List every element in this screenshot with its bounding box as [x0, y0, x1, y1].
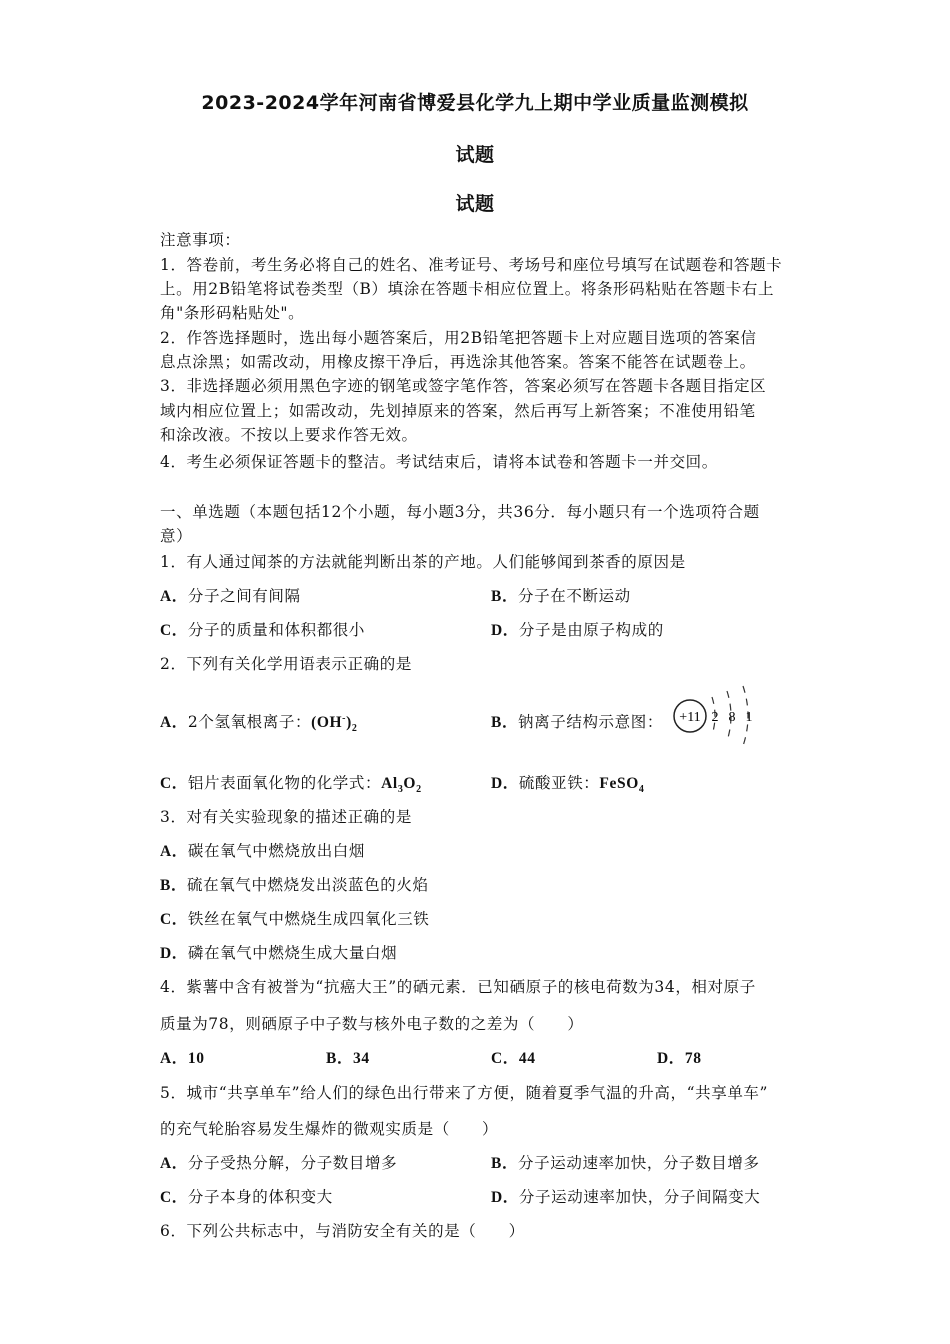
q2-a-formula: $(OH^-)_2$ — [311, 712, 358, 735]
q5-c-label: C． — [160, 1189, 188, 1206]
q5-c-text: 分子本身的体积变大 — [187, 1188, 333, 1206]
q4-b-label: B． — [326, 1050, 354, 1067]
q5-d-label: D． — [491, 1189, 519, 1206]
q2-d-formula: FeSO$_4$ — [599, 775, 645, 796]
notice-line: 2．作答选择题时，选出每小题答案后，用2B铅笔把答题卡上对应题目选项的答案信 — [160, 329, 757, 347]
q5-a-text: 分子受热分解，分子数目增多 — [187, 1154, 398, 1172]
q1-d-label: D． — [491, 622, 519, 639]
q2-option-c — [160, 771, 422, 795]
q1-option-b — [491, 584, 631, 606]
q3-d-text: 磷在氧气中燃烧生成大量白烟 — [187, 944, 398, 962]
question-5-stem-cont: 的充气轮胎容易发生爆炸的微观实质是（ ） — [160, 1120, 499, 1138]
q2-option-b — [491, 710, 663, 732]
notice-heading: 注意事项： — [160, 231, 241, 249]
q5-b-label: B． — [491, 1155, 519, 1172]
q4-option-b — [326, 1046, 370, 1068]
q5-a-label: A． — [160, 1155, 188, 1172]
notice-line: 3．非选择题必须用黑色字迹的钢笔或签字笔作答，答案必须写在答题卡各题目指定区 — [160, 377, 767, 395]
q3-option-c — [160, 907, 429, 929]
q5-option-a — [160, 1151, 397, 1173]
notice-line: 4．考生必须保证答题卡的整洁。考试结束后，请将本试卷和答题卡一并交回。 — [160, 453, 718, 471]
notice-line: 角"条形码粘贴处"。 — [160, 304, 305, 322]
q1-c-label: C． — [160, 622, 188, 639]
q4-c-text: 44 — [518, 1050, 536, 1067]
section-heading: 一、单选题（本题包括12个小题，每小题3分，共36分．每小题只有一个选项符合题 — [160, 503, 760, 521]
q4-a-label: A． — [160, 1050, 188, 1067]
q2-b-text: 钠离子结构示意图： — [518, 713, 663, 731]
q2-b-label: B． — [491, 714, 519, 731]
question-3-stem: 3．对有关实验现象的描述正确的是 — [160, 808, 412, 826]
q3-b-text: 硫在氧气中燃烧发出淡蓝色的火焰 — [187, 876, 429, 894]
page-title-line2: 试题 — [455, 144, 495, 166]
question-6-stem: 6．下列公共标志中，与消防安全有关的是（ ） — [160, 1222, 525, 1240]
q3-option-a — [160, 839, 365, 861]
nucleus-charge-label: +11 — [679, 710, 701, 725]
q5-option-d — [491, 1185, 760, 1207]
q1-option-c — [160, 618, 365, 640]
q1-option-a — [160, 584, 301, 606]
shell-electron-count-1: 2 — [711, 710, 719, 725]
notice-line: 域内相应位置上；如需改动，先划掉原来的答案，然后再写上新答案；不准使用铅笔 — [160, 402, 756, 420]
section-heading-cont: 意） — [160, 527, 193, 545]
q3-c-label: C． — [160, 911, 188, 928]
q2-a-text: 2个氢氧根离子： — [187, 713, 312, 731]
q2-c-formula: $Al_3O_2$ — [381, 775, 422, 796]
q1-d-text: 分子是由原子构成的 — [518, 621, 664, 639]
q1-b-label: B． — [491, 588, 519, 605]
page-subtitle: 试题 — [455, 193, 495, 215]
q5-option-c — [160, 1185, 333, 1207]
q1-c-text: 分子的质量和体积都很小 — [187, 621, 366, 639]
q3-option-d — [160, 941, 397, 963]
q5-d-text: 分子运动速率加快，分子间隔变大 — [518, 1188, 761, 1206]
q4-c-label: C． — [491, 1050, 519, 1067]
q2-c-text: 铝片表面氧化物的化学式： — [187, 774, 382, 792]
q3-d-label: D． — [160, 945, 188, 962]
q2-option-d — [491, 771, 644, 795]
q4-option-c — [491, 1046, 536, 1068]
notice-line: 和涂改液。不按以上要求作答无效。 — [160, 426, 418, 444]
q2-d-label: D． — [491, 775, 519, 792]
notice-line: 上。用2B铅笔将试卷类型（B）填涂在答题卡相应位置上。将条形码粘贴在答题卡右上 — [160, 280, 775, 298]
q5-option-b — [491, 1151, 760, 1173]
question-4-stem: 4．紫薯中含有被誉为“抗癌大王”的硒元素．已知硒原子的核电荷数为34，相对原子 — [160, 978, 756, 996]
shell-electron-count-3: 1 — [745, 710, 753, 725]
q4-option-d — [657, 1046, 702, 1068]
q4-a-text: 10 — [187, 1050, 205, 1067]
question-2-stem: 2．下列有关化学用语表示正确的是 — [160, 655, 412, 673]
q2-c-label: C． — [160, 775, 188, 792]
notice-line: 息点涂黑；如需改动，用橡皮擦干净后，再选涂其他答案。答案不能答在试题卷上。 — [160, 353, 756, 371]
q4-d-label: D． — [657, 1050, 685, 1067]
q2-option-a — [160, 710, 357, 734]
question-5-stem: 5．城市“共享单车”给人们的绿色出行带来了方便，随着夏季气温的升高，“共享单车” — [160, 1084, 769, 1102]
q3-a-text: 碳在氧气中燃烧放出白烟 — [187, 842, 366, 860]
q2-a-label: A． — [160, 714, 188, 731]
q3-a-label: A． — [160, 843, 188, 860]
q1-a-label: A． — [160, 588, 188, 605]
question-4-stem-cont: 质量为78，则硒原子中子数与核外电子数的之差为（ ） — [160, 1015, 584, 1033]
q2-d-text: 硫酸亚铁： — [518, 774, 600, 792]
q1-a-text: 分子之间有间隔 — [187, 587, 301, 605]
q3-b-label: B． — [160, 877, 188, 894]
q3-option-b — [160, 873, 429, 895]
notice-line: 1．答卷前，考生务必将自己的姓名、准考证号、考场号和座位号填写在试题卷和答题卡 — [160, 256, 783, 274]
q4-option-a — [160, 1046, 205, 1068]
shell-electron-count-2: 8 — [728, 710, 736, 725]
question-1-stem: 1．有人通过闻茶的方法就能判断出茶的产地。人们能够闻到茶香的原因是 — [160, 553, 686, 571]
q3-c-text: 铁丝在氧气中燃烧生成四氧化三铁 — [187, 910, 430, 928]
q4-b-text: 34 — [353, 1050, 370, 1067]
page-title: 2023-2024学年河南省博爱县化学九上期中学业质量监测模拟 — [201, 92, 749, 114]
q5-b-text: 分子运动速率加快，分子数目增多 — [518, 1154, 760, 1172]
q1-option-d — [491, 618, 664, 640]
q1-b-text: 分子在不断运动 — [518, 587, 631, 605]
sodium-ion-structure-diagram — [668, 683, 763, 749]
q4-d-text: 78 — [684, 1050, 702, 1067]
